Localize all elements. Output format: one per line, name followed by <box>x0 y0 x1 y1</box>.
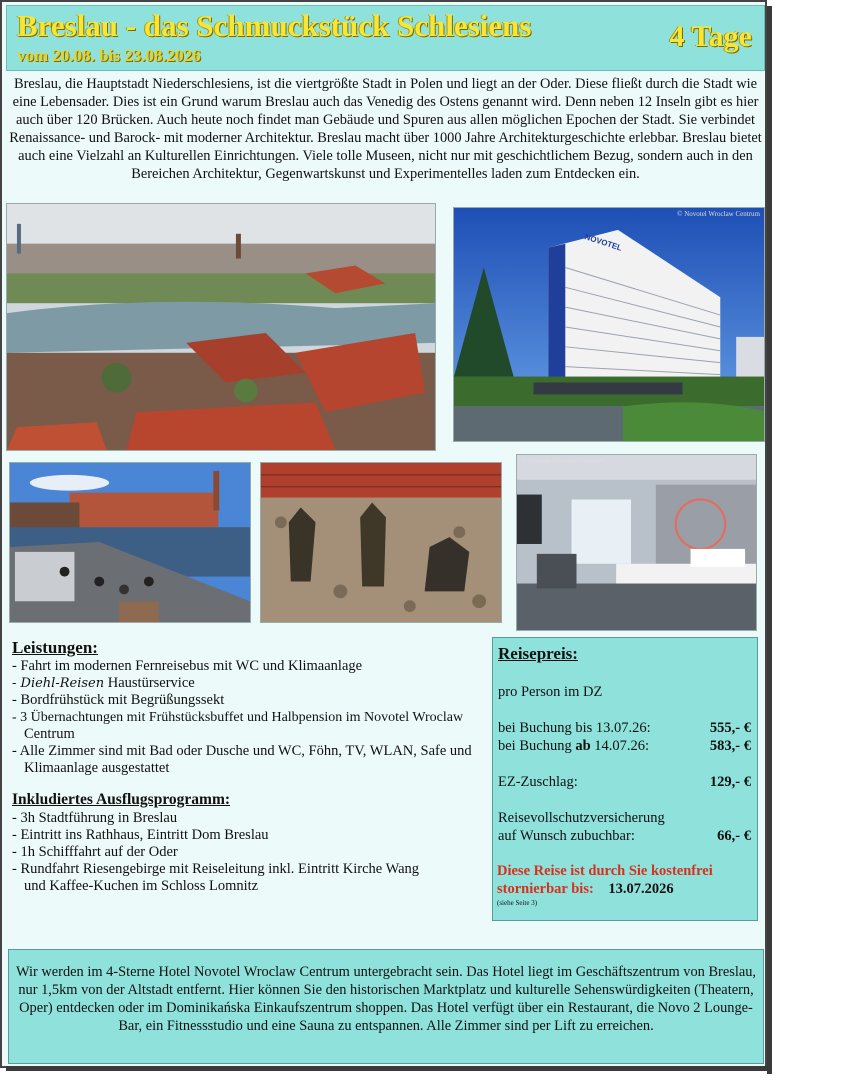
price-single: 129,- € <box>709 774 751 790</box>
program-heading: Inkludiertes Ausflugsprogramm: <box>12 791 231 808</box>
trip-duration: 4 Tage <box>669 20 752 53</box>
program-item: - 3h Stadtführung in Breslau <box>12 810 178 826</box>
price-row-late: bei Buchung ab 14.07.26: 583,- € <box>498 738 751 754</box>
price-late: 583,- € <box>709 738 751 754</box>
hotel-description: Wir werden im 4-Sterne Hotel Novotel Wroclaw Centrum untergebracht sein. Das Hotel liegt im Geschäftszentrum von Breslau, nur 1,5km von der Altstadt entfernt. Hier können Sie den historischen Marktplatz und kulturelle Sehenswürdigkeiten (Theatern, Oper) entdecken oder im Dominikańska Einkaufszentrum shoppen. Das Hotel verfügt über ein Restaurant, die Novo 2 Lounge-Bar, ein Fitnessstudio und eine Sauna zu entspannen. Alle Zimmer sind per Lift zu erreichen. <box>15 964 757 1034</box>
price-heading: Reisepreis: <box>498 644 578 663</box>
service-item-cont: Klimaanlage ausgestattet <box>24 760 170 776</box>
river-promenade-photo <box>9 462 251 623</box>
cancellation-notice: Diese Reise ist durch Sie kostenfrei stornierbar bis: 13.07.2026 <box>497 863 713 897</box>
services-heading: Leistungen: <box>12 638 98 657</box>
price-row-single: EZ-Zuschlag: 129,- € <box>498 774 751 790</box>
hotel-room-photo <box>516 454 757 631</box>
service-item: - Diehl-Reisen Haustürservice <box>12 675 195 691</box>
hotel-description-box <box>8 949 764 1064</box>
services-section <box>12 639 492 895</box>
service-item: - Fahrt im modernen Fernreisebus mit WC und Klimaanlage <box>12 658 363 674</box>
dwarf-statues-photo <box>260 462 502 623</box>
program-item-cont: und Kaffee-Kuchen im Schloss Lomnitz <box>24 878 259 894</box>
page-title: Breslau - das Schmuckstück Schlesiens <box>17 8 532 43</box>
program-item: - Rundfahrt Riesengebirge mit Reiseleitung inkl. Eintritt Kirche Wang <box>12 861 420 877</box>
service-item: - Bordfrühstück mit Begrüßungssekt <box>12 692 225 708</box>
price-early: 555,- € <box>709 720 751 736</box>
city-panorama-photo <box>6 203 436 451</box>
service-item-cont: Centrum <box>24 726 75 742</box>
price-row-insurance: auf Wunsch zubuchbar: 66,- € <box>498 828 751 844</box>
page-reference-note: (siehe Seite 3) <box>497 899 538 907</box>
price-insurance: 66,- € <box>717 828 751 844</box>
service-item: - 3 Übernachtungen mit Frühstücksbuffet und Halbpension im Novotel Wroclaw <box>12 710 464 725</box>
page-shadow-bottom <box>6 1066 772 1071</box>
program-item: - Eintritt ins Rathhaus, Eintritt Dom Breslau <box>12 827 269 843</box>
travel-dates: vom 20.08. bis 23.08.2026 <box>17 46 201 65</box>
insurance-label: Reisevollschutzversicherung <box>498 810 665 826</box>
per-person-label: pro Person im DZ <box>498 684 603 700</box>
page-shadow-right <box>767 6 772 1074</box>
program-item: - 1h Schifffahrt auf der Oder <box>12 844 178 860</box>
brand-name: - Diehl-Reisen <box>12 676 105 691</box>
intro-text: Breslau, die Hauptstadt Niederschlesiens, ist die viertgrößte Stadt in Polen und liegt an der Oder. Diese fließt durch die Stadt wie eine Lebensader. Dies ist ein Grund warum Breslau auch das Venedig des Ostens genannt wird. Denn neben 12 Inseln gibt es hier auch über 120 Brücken. Auch heute noch findet man Gebäude und Spuren aus allen möglichen Epochen der Stadt. Sie verbindet Renaissance- und Barock- mit moderner Architektur. Breslau macht über 1000 Jahre Architekturgeschichte erlebbar. Breslau bietet auch eine Vielzahl an Kulturellen Einrichtungen. Viele tolle Museen, nicht nur mit geschichtlichem Bezug, sondern auch in den Bereichen Architektur, Gegenwartskunst und Experimentelles laden zum Entdecken ein. <box>9 76 762 182</box>
cancellation-date: 13.07.2026 <box>608 881 674 897</box>
service-item: - Alle Zimmer sind mit Bad oder Dusche und WC, Föhn, TV, WLAN, Safe und <box>12 743 472 759</box>
hotel-photo-credit: © Novotel Wroclaw Centrum <box>677 210 760 218</box>
hotel-exterior-photo <box>453 207 765 442</box>
room-photo-credit: © Novotel Wroclaw Centrum <box>521 457 604 465</box>
header-banner <box>6 5 765 71</box>
price-row-early: bei Buchung bis 13.07.26: 555,- € <box>498 720 751 736</box>
hotel-sign: NOVOTEL <box>583 232 624 253</box>
